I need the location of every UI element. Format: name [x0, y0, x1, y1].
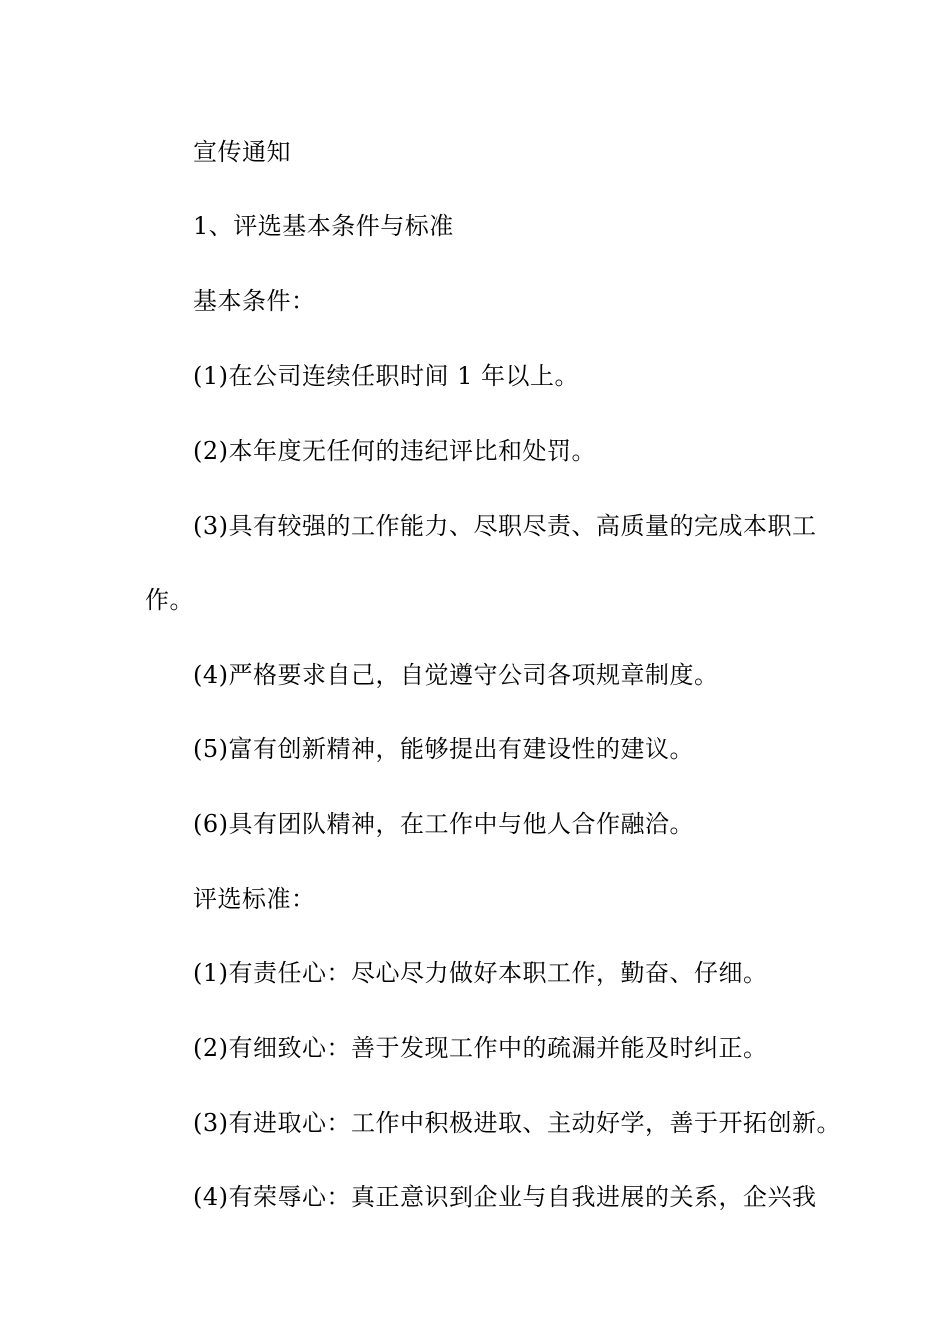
- condition-item-3: (3)具有较强的工作能力、尽职尽责、高质量的完成本职工: [193, 512, 817, 540]
- criteria-item-3: (3)有进取心：工作中积极进取、主动好学，善于开拓创新。: [193, 1109, 841, 1137]
- condition-item-3-continuation: 作。: [145, 586, 194, 614]
- condition-item-1: (1)在公司连续任职时间 1 年以上。: [193, 362, 580, 390]
- condition-item-2: (2)本年度无任何的违纪评比和处罚。: [193, 437, 596, 465]
- condition-item-4: (4)严格要求自己，自觉遵守公司各项规章制度。: [193, 661, 719, 689]
- criteria-item-1: (1)有责任心：尽心尽力做好本职工作，勤奋、仔细。: [193, 959, 768, 987]
- condition-item-6: (6)具有团队精神，在工作中与他人合作融洽。: [193, 810, 694, 838]
- subsection-heading-basic-conditions: 基本条件：: [193, 287, 316, 315]
- document-title: 宣传通知: [193, 138, 291, 166]
- condition-item-5: (5)富有创新精神，能够提出有建设性的建议。: [193, 735, 694, 763]
- subsection-heading-criteria: 评选标准：: [193, 885, 316, 913]
- criteria-item-2: (2)有细致心：善于发现工作中的疏漏并能及时纠正。: [193, 1034, 768, 1062]
- criteria-item-4: (4)有荣辱心：真正意识到企业与自我进展的关系，企兴我: [193, 1183, 817, 1211]
- section-heading: 1、评选基本条件与标准: [193, 212, 454, 240]
